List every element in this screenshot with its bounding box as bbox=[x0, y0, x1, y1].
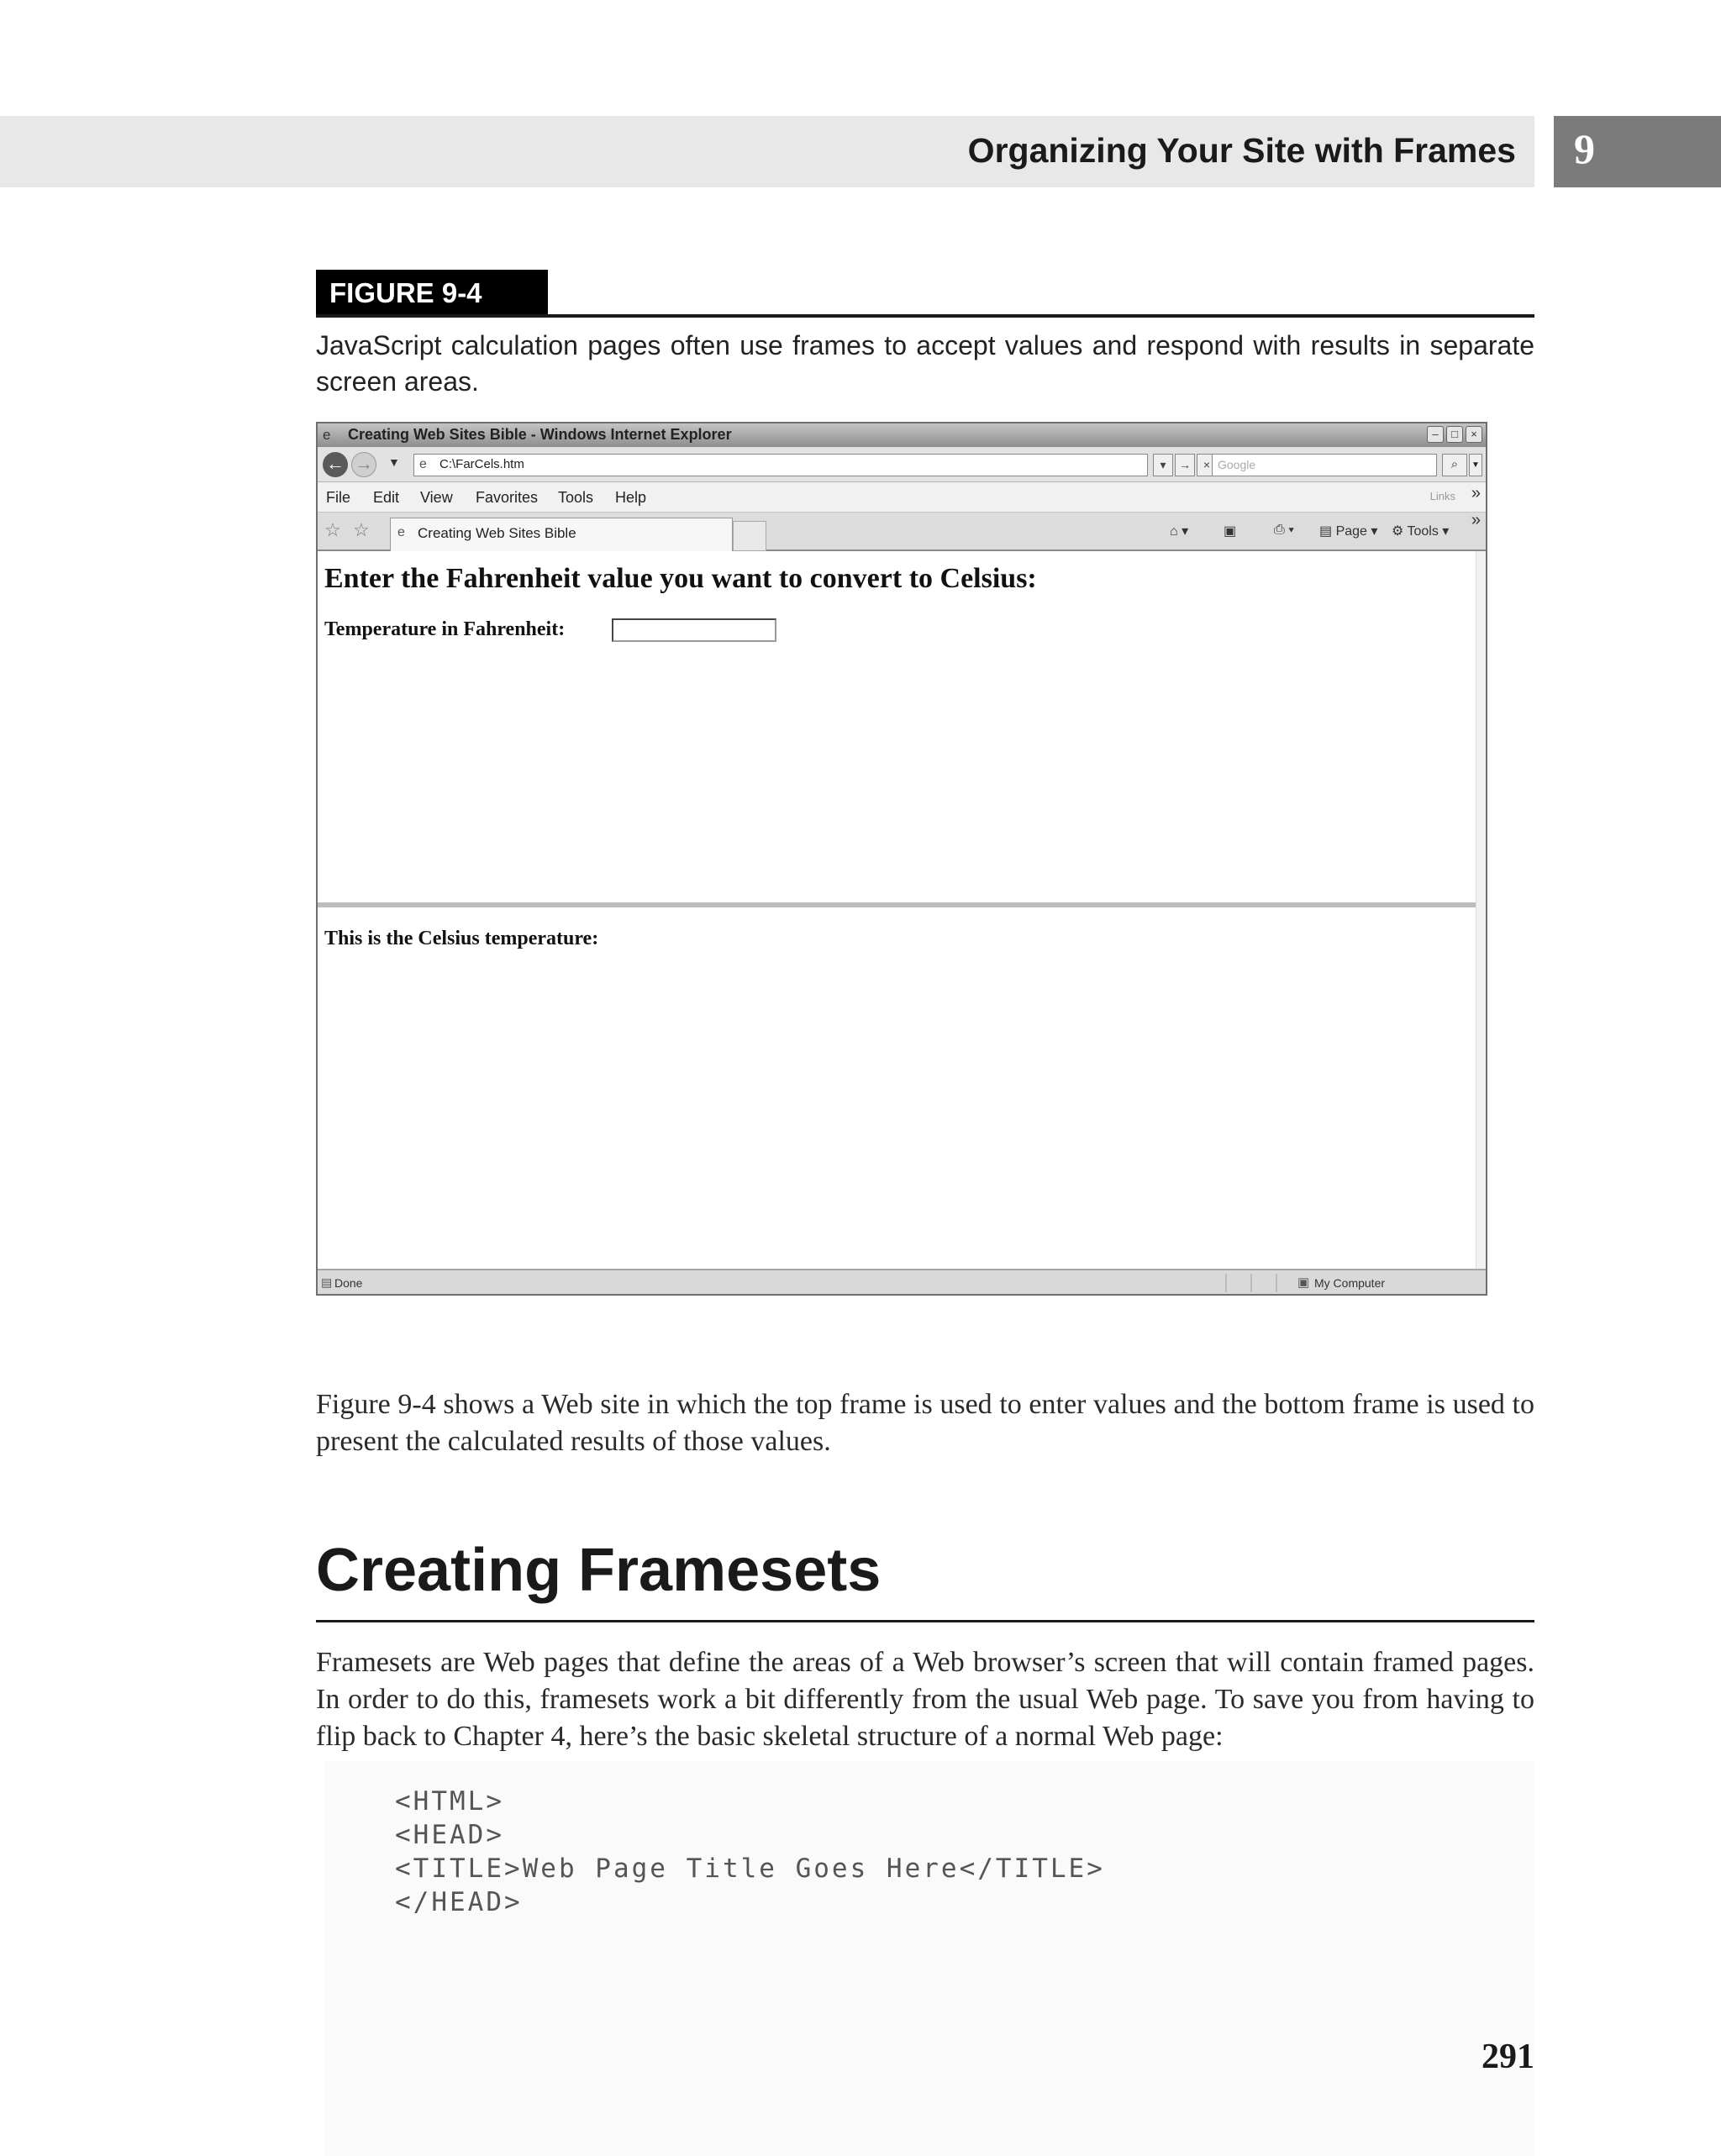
window-title: Creating Web Sites Bible - Windows Internet Explorer bbox=[348, 426, 732, 443]
menu-file[interactable]: File bbox=[326, 489, 351, 506]
address-bar bbox=[318, 447, 1486, 482]
links-label[interactable]: Links bbox=[1429, 490, 1455, 502]
tab-bar bbox=[318, 513, 1486, 551]
code-line: </HEAD> bbox=[395, 1887, 523, 1917]
browser-window bbox=[316, 422, 1487, 1296]
chapter-tab bbox=[1554, 116, 1721, 187]
status-divider bbox=[1250, 1274, 1252, 1292]
section-title: Creating Framesets bbox=[316, 1537, 882, 1604]
page-menu-label: Page bbox=[1335, 524, 1367, 539]
status-text: Done bbox=[334, 1276, 363, 1290]
figure-rule bbox=[316, 314, 1534, 318]
page-status-icon: ▤ bbox=[321, 1275, 333, 1289]
window-controls bbox=[1427, 426, 1482, 443]
menu-help[interactable]: Help bbox=[615, 489, 647, 506]
body-paragraph-2: Framesets are Web pages that define the areas of a Web browser’s screen that will contain framed pages. In order to do this, framesets work a bit differently from the usual Web page. To save you from having to flip back to Chapter 4, here’s the basic skeletal structure of a normal Web page: bbox=[316, 1647, 1534, 1752]
tab-label: Creating Web Sites Bible bbox=[418, 525, 576, 541]
running-header-title: Organizing Your Site with Frames bbox=[967, 131, 1516, 170]
stop-icon[interactable]: × bbox=[1197, 454, 1217, 476]
fahrenheit-label: Temperature in Fahrenheit: bbox=[324, 618, 566, 640]
menu-edit[interactable]: Edit bbox=[373, 489, 400, 506]
minimize-icon[interactable]: – bbox=[1427, 426, 1444, 443]
celsius-result-text: This is the Celsius temperature: bbox=[324, 928, 599, 949]
address-value: C:\FarCels.htm bbox=[439, 457, 524, 471]
tools-menu-label: Tools bbox=[1407, 524, 1439, 539]
print-icon[interactable]: ⎙ ▾ bbox=[1274, 523, 1294, 537]
status-divider bbox=[1225, 1274, 1227, 1292]
menu-tools[interactable]: Tools bbox=[558, 489, 594, 506]
chevron-right-icon[interactable]: » bbox=[1471, 484, 1481, 502]
security-zone: My Computer bbox=[1314, 1276, 1386, 1290]
go-arrow-icon[interactable]: → bbox=[1175, 454, 1195, 476]
figure-caption: JavaScript calculation pages often use frames to accept values and respond with results in separate screen areas. bbox=[316, 330, 1534, 397]
running-header bbox=[0, 116, 1534, 187]
top-frame-heading: Enter the Fahrenheit value you want to convert to Celsius: bbox=[324, 563, 1037, 594]
new-tab-button[interactable] bbox=[733, 521, 766, 551]
close-icon[interactable]: × bbox=[1466, 426, 1482, 443]
add-favorite-icon[interactable]: ☆ bbox=[353, 519, 370, 540]
window-titlebar bbox=[318, 423, 1486, 447]
search-placeholder: Google bbox=[1218, 458, 1256, 471]
home-icon[interactable]: ⌂ ▾ bbox=[1170, 524, 1189, 539]
chapter-number: 9 bbox=[1574, 125, 1595, 172]
code-block bbox=[324, 1761, 1534, 2156]
address-input[interactable] bbox=[413, 454, 1148, 476]
tools-menu-button[interactable]: ⚙ Tools ▾ bbox=[1392, 524, 1450, 539]
menu-bar bbox=[318, 482, 1486, 513]
code-line: <TITLE>Web Page Title Goes Here</TITLE> bbox=[395, 1854, 1105, 1884]
menu-view[interactable]: View bbox=[420, 489, 453, 506]
bottom-frame bbox=[318, 912, 1476, 1269]
forward-arrow-icon[interactable]: → bbox=[351, 452, 376, 477]
computer-icon: ▣ bbox=[1297, 1275, 1310, 1290]
body-paragraph-1: Figure 9-4 shows a Web site in which the top frame is used to enter values and the bottom frame is used to present the calculated results of those values. bbox=[316, 1389, 1534, 1457]
frame-scrollbar[interactable] bbox=[1476, 551, 1487, 1269]
page-menu-button[interactable]: ▤ Page ▾ bbox=[1319, 524, 1378, 539]
page-number: 291 bbox=[1482, 2038, 1534, 2076]
menu-favorites[interactable]: Favorites bbox=[476, 489, 539, 506]
ie-icon: e bbox=[323, 427, 331, 443]
top-frame bbox=[318, 551, 1476, 907]
back-arrow-icon[interactable]: ← bbox=[323, 452, 348, 477]
page-icon: e bbox=[419, 457, 427, 471]
figure-label: FIGURE 9-4 bbox=[316, 270, 548, 317]
tab-creating-web-sites-bible[interactable] bbox=[390, 518, 733, 551]
feeds-icon[interactable]: ▣ bbox=[1224, 524, 1237, 539]
section-rule bbox=[316, 1620, 1534, 1622]
code-line: <HTML> bbox=[395, 1786, 504, 1817]
fahrenheit-input[interactable] bbox=[612, 618, 776, 642]
search-options-icon[interactable]: ▼ bbox=[1469, 454, 1482, 476]
recent-pages-dropdown-icon[interactable]: ▼ bbox=[388, 455, 400, 469]
favorites-star-icon[interactable]: ☆ bbox=[324, 519, 341, 540]
address-dropdown-icon[interactable]: ▾ bbox=[1153, 454, 1173, 476]
search-input[interactable] bbox=[1212, 454, 1437, 476]
chevron-right-icon[interactable]: » bbox=[1471, 511, 1481, 529]
status-bar bbox=[318, 1269, 1486, 1296]
maximize-icon[interactable]: □ bbox=[1446, 426, 1463, 443]
status-divider bbox=[1276, 1274, 1277, 1292]
search-icon[interactable]: ⌕ bbox=[1442, 454, 1467, 476]
page-icon: e bbox=[397, 525, 405, 539]
code-line: <HEAD> bbox=[395, 1820, 504, 1850]
